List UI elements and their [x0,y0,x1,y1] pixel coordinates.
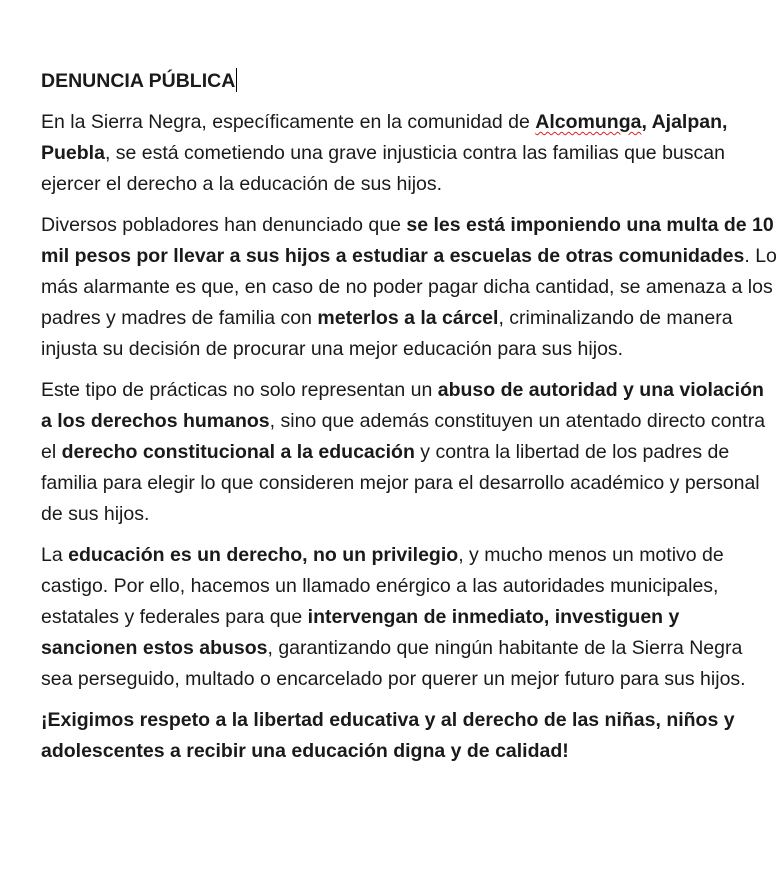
paragraph-4: La educación es un derecho, no un privilegio, y mucho menos un motivo de castigo. Por ello, hacemos un llamado enérgico a las autoridades municipales, estatales y federales para que intervengan de inmediato, investiguen y sancionen estos abusos, garantizando que ningún habitante de la Sierra Negra sea perseguido, multado o encarcelado por querer un mejor futuro para sus hijos. [41,544,746,690]
spellcheck-flagged-word: Alcomunga [535,111,642,133]
bold-phrase: se les está imponiendo una multa de 10 mil pesos por llevar a sus hijos a estudiar a escuelas de otras comunidades [41,214,774,267]
paragraph-1: En la Sierra Negra, específicamente en la comunidad de Alcomunga, Ajalpan, Puebla, se está cometiendo una grave injusticia contra las familias que buscan ejercer el derecho a la educación de sus hijos. [41,111,728,195]
document-body[interactable] [41,66,779,777]
bold-phrase: derecho constitucional a la educación [61,441,415,463]
bold-phrase: intervengan de inmediato, investiguen y sancionen estos abusos [41,606,680,659]
place-name-bold: Alcomunga, Ajalpan, Puebla [41,111,728,164]
document-title [41,66,779,97]
bold-phrase: meterlos a la cárcel [317,307,499,329]
closing-statement: ¡Exigimos respeto a la libertad educativa y al derecho de las niñas, niños y adolescentes a recibir una educación digna y de calidad! [41,709,735,762]
bold-phrase: abuso de autoridad y una violación a los derechos humanos [41,379,764,432]
paragraph-2: Diversos pobladores han denunciado que se les está imponiendo una multa de 10 mil pesos por llevar a sus hijos a estudiar a escuelas de otras comunidades. Lo más alarmante es que, en caso de no poder pagar dicha cantidad, se amenaza a los padres y madres de familia con meterlos a la cárcel, criminalizando de manera injusta su decisión de procurar una mejor educación para sus hijos. [41,214,777,360]
bold-phrase: educación es un derecho, no un privilegio [68,544,459,566]
title-text: DENUNCIA PÚBLICA [41,70,236,92]
text-cursor [236,68,237,92]
paragraph-3: Este tipo de prácticas no solo representan un abuso de autoridad y una violación a los derechos humanos, sino que además constituyen un atentado directo contra el derecho constitucional a la educación y contra la libertad de los padres de familia para elegir lo que consideren mejor para el desarrollo académico y personal de sus hijos. [41,379,766,525]
